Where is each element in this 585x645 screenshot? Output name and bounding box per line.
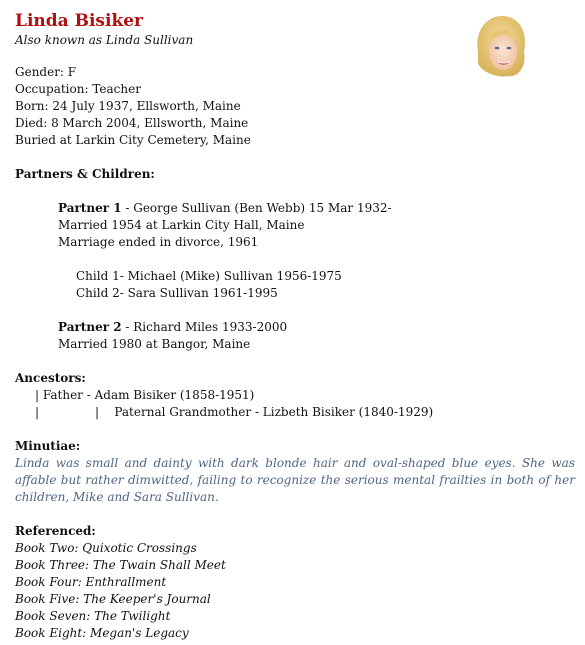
minutiae-text: Linda was small and dainty with dark blonde hair and oval-shaped blue eyes. She was affable but rather dimwitted, failing to recognize the serious mental frailties in both of her children, Mike and Sara Sullivan. [15,456,575,504]
ancestor-grandmother-line [15,404,575,421]
child-2: Child 2- Sara Sullivan 1961-1995 [76,286,278,300]
partner-1-label: Partner 1 [58,201,122,215]
partner-1-line [15,200,575,217]
book-item: Book Three: The Twain Shall Meet [15,558,226,572]
ancestors-heading: Ancestors: [15,371,86,385]
book-item: Book Five: The Keeper's Journal [15,592,211,606]
partner-2-label: Partner 2 [58,320,122,334]
book-item: Book Two: Quixotic Crossings [15,541,197,555]
occupation-line: Occupation: Teacher [15,82,141,96]
partner-2-text: - Richard Miles 1933-2000 [121,320,288,334]
book-item: Book Eight: Megan's Legacy [15,626,189,640]
tree-bar-1: | [35,405,40,419]
portrait-image [472,12,530,82]
person-name: Linda Bisiker [15,11,143,31]
died-line: Died: 8 March 2004, Ellsworth, Maine [15,116,249,130]
gender-line: Gender: F [15,65,77,79]
partner-2-line [15,319,575,336]
partner-1-ended: Marriage ended in divorce, 1961 [58,235,259,249]
buried-line: Buried at Larkin City Cemetery, Maine [15,133,251,147]
tree-bar-2: | [95,405,100,419]
partner-1-married: Married 1954 at Larkin City Hall, Maine [58,218,305,232]
partner-2-married: Married 1980 at Bangor, Maine [58,337,251,351]
child-1: Child 1- Michael (Mike) Sullivan 1956-1975 [76,269,342,283]
minutiae-heading: Minutiae: [15,439,81,453]
profile-page [15,10,575,642]
ancestor-father: | Father - Adam Bisiker (1858-1951) [35,388,255,402]
referenced-heading: Referenced: [15,524,96,538]
person-aka: Also known as Linda Sullivan [15,33,194,47]
book-item: Book Four: Enthrallment [15,575,167,589]
partner-1-text: - George Sullivan (Ben Webb) 15 Mar 1932- [121,201,392,215]
partners-heading: Partners & Children: [15,167,155,181]
book-item: Book Seven: The Twilight [15,609,171,623]
born-line: Born: 24 July 1937, Ellsworth, Maine [15,99,241,113]
ancestor-grandmother: Paternal Grandmother - Lizbeth Bisiker (1840-1929) [114,405,434,419]
